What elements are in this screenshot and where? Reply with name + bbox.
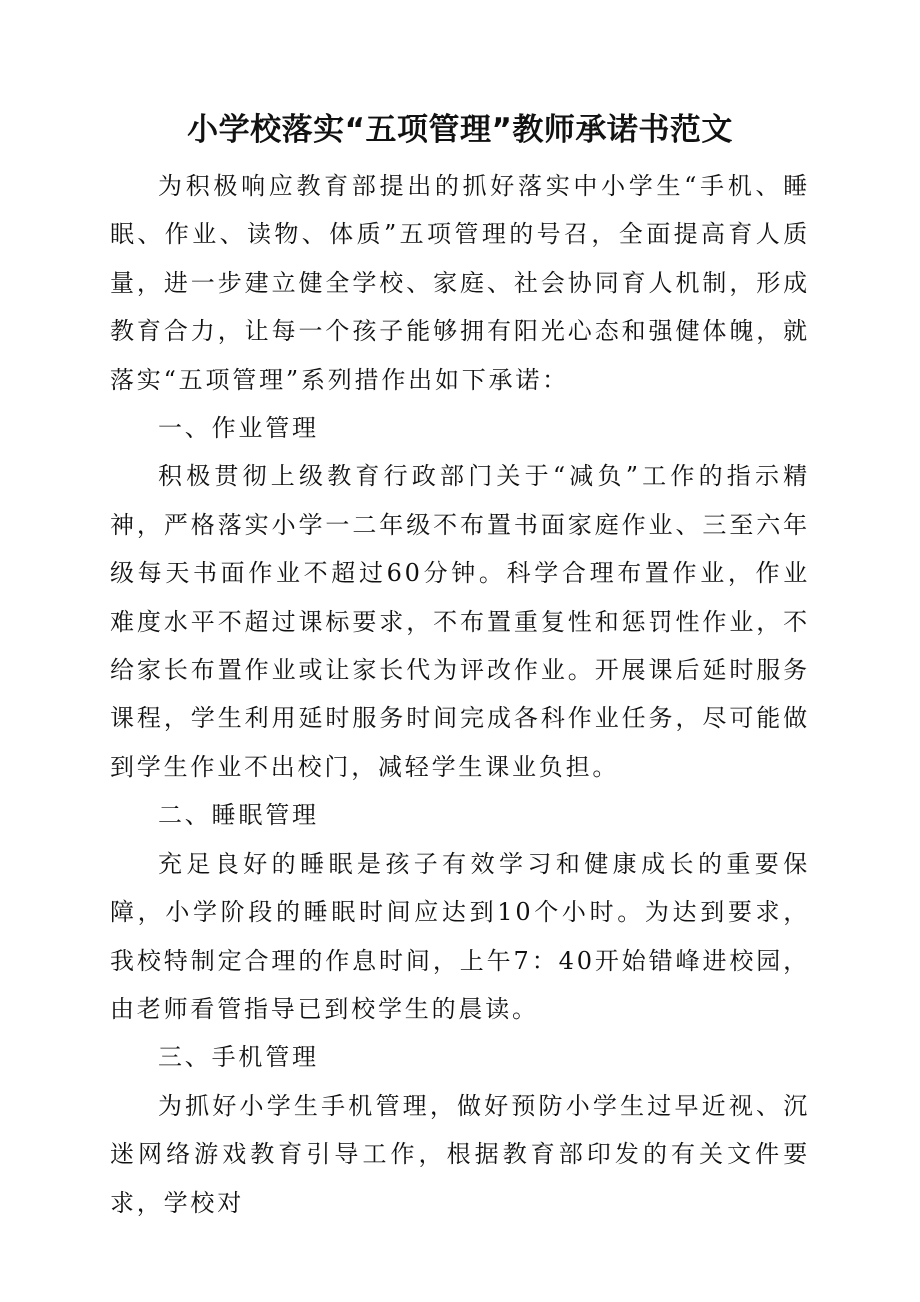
intro-paragraph: 为积极响应教育部提出的抓好落实中小学生“手机、睡眠、作业、读物、体质”五项管理的号召，全面提高育人质量，进一步建立健全学校、家庭、社会协同育人机制，形成教育合力，让每一个孩子能够拥有阳光心态和强健体魄，就落实“五项管理”系列措作出如下承诺：	[110, 172, 810, 394]
section-heading-homework: 一、作业管理	[158, 414, 319, 443]
section-body-phone: 为抓好小学生手机管理，做好预防小学生过早近视、沉迷网络游戏教育引导工作，根据教育部印发的有关文件要求，学校对	[110, 1091, 810, 1217]
section-body-sleep: 充足良好的睡眠是孩子有效学习和健康成长的重要保障，小学阶段的睡眠时间应达到10个小时。为达到要求，我校特制定合理的作息时间，上午7：40开始错峰进校园，由老师看管指导已到校学生的晨读。	[110, 849, 810, 1023]
document-title: 小学校落实“五项管理”教师承诺书范文	[187, 112, 733, 148]
section-body-homework: 积极贯彻上级教育行政部门关于“减负”工作的指示精神，严格落实小学一二年级不布置书面家庭作业、三至六年级每天书面作业不超过60分钟。科学合理布置作业，作业难度水平不超过课标要求，不布置重复性和惩罚性作业，不给家长布置作业或让家长代为评改作业。开展课后延时服务课程，学生利用延时服务时间完成各科作业任务，尽可能做到学生作业不出校门，减轻学生课业负担。	[110, 462, 810, 781]
section-heading-phone: 三、手机管理	[158, 1043, 319, 1072]
section-heading-sleep: 二、睡眠管理	[158, 801, 319, 830]
